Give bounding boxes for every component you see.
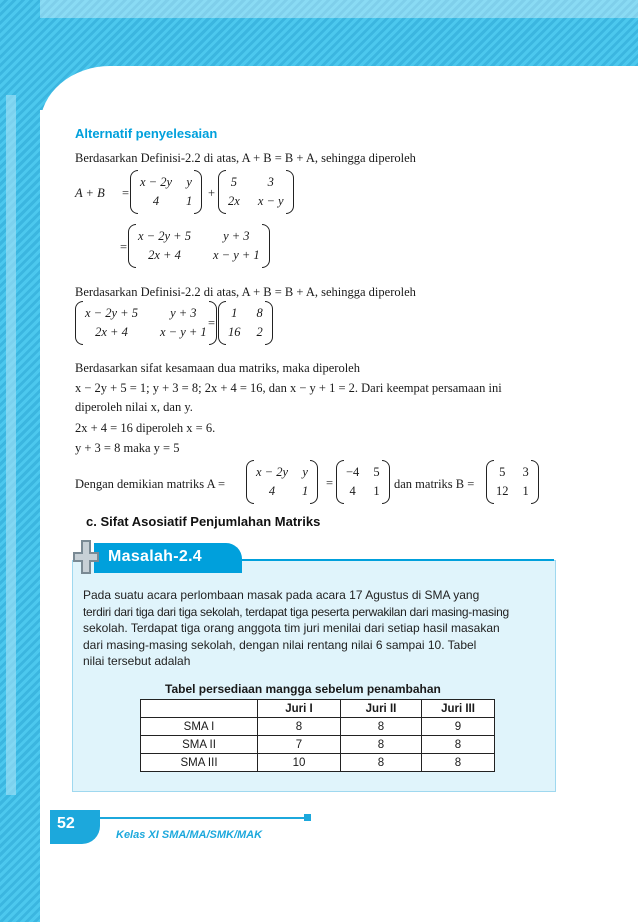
text-line: Berdasarkan Definisi-2.2 di atas, A + B = B + A, sehingga diperoleh [75,285,416,299]
table-header-row [141,700,495,718]
table-cell: 8 [341,736,422,754]
footer-rule [100,817,306,819]
matrix-cell: 2x [228,194,240,208]
matrix [128,224,270,268]
problem-line: Pada suatu acara perlombaan masak pada acara 17 Agustus di SMA yang [83,588,480,602]
matrix-cell: x − y [257,194,284,208]
table-header: Juri II [341,700,422,718]
text-line: Dengan demikian matriks A = [75,477,226,491]
eq-sign: = [326,476,334,490]
text-line: x − 2y + 5 = 1; y + 3 = 8; 2x + 4 = 16, dan x − y + 1 = 2. Dari keempat persamaan ini [75,381,502,395]
text-line: y + 3 = 8 maka y = 5 [75,441,180,455]
matrix-cell: −4 [346,465,360,479]
text-line: 2x + 4 = 16 diperoleh x = 6. [75,421,216,435]
eq-lhs: A + B [75,186,105,200]
table-cell: 8 [422,736,495,754]
problem-line: nilai tersebut adalah [83,654,191,668]
matrix-a [246,460,318,504]
matrix-cell: x − 2y + 5 [138,229,191,243]
matrix-cell: 4 [268,484,276,498]
matrix-cell: 8 [256,306,263,320]
table-cell: 8 [341,754,422,772]
matrix-cell: x − y + 1 [212,248,260,262]
table-cell: 7 [258,736,341,754]
footer-square [304,814,311,821]
table-header [141,700,258,718]
page-number: 52 [57,815,75,832]
table-cell: 9 [422,718,495,736]
table-row [141,754,495,772]
table-cell: SMA II [141,736,258,754]
matrix-cell: 4 [152,194,160,208]
table-cell: 8 [258,718,341,736]
book-title: Kelas XI SMA/MA/SMK/MAK [116,829,263,841]
matrix-cell: x − 2y + 5 [85,306,138,320]
plus-sign: + [208,186,216,200]
matrix-cell: 5 [373,465,380,479]
matrix-cell: 4 [349,484,356,498]
problem-line: dari masing-masing sekolah, dengan nilai rentang nilai 6 sampai 10. Tabel [83,637,477,652]
matrix-a-values [336,460,390,504]
text-line: Berdasarkan sifat kesamaan dua matriks, maka diperoleh [75,361,360,375]
matrix-cell: y [186,175,192,189]
matrix [218,170,294,214]
table-header: Juri III [422,700,495,718]
solution-heading: Alternatif penyelesaian [75,126,218,141]
matrix-cell: 3 [522,465,529,479]
table-cell: SMA I [141,718,258,736]
matrix-cell: 1 [231,306,238,320]
matrix-cell: x − 2y [256,465,289,479]
matrix-cell: 2x + 4 [95,325,128,339]
matrix-cell: 3 [267,175,274,189]
table-header: Juri I [258,700,341,718]
eq-sign: = [122,186,130,200]
matrix-cell: 5 [499,465,506,479]
matrix-cell: 1 [302,484,309,498]
matrix-cell: 1 [522,484,529,498]
matrix-cell: y + 3 [170,306,197,320]
matrix-cell: 2 [256,325,263,339]
matrix-cell: 16 [228,325,241,339]
matrix-cell: 1 [373,484,380,498]
section-heading: c. Sifat Asosiatif Penjumlahan Matriks [86,514,321,529]
table-cell: 10 [258,754,341,772]
problem-title: Masalah-2.4 [108,548,203,565]
matrix-b [486,460,539,504]
matrix-cell: x − y + 1 [159,325,207,339]
matrix [218,301,273,345]
matrix [75,301,217,345]
matrix-cell: x − 2y [140,175,173,189]
problem-line: terdiri dari tiga dari tiga sekolah, terdapat tiga peserta perwakilan dari masing-masing [83,604,509,619]
table-row [141,718,495,736]
text-line: diperoleh nilai x, dan y. [75,400,193,414]
eq-sign: = [208,316,216,330]
matrix-cell: 2x + 4 [148,248,181,262]
problem-line: sekolah. Terdapat tiga orang anggota tim juri menilai dari setiap hasil masakan [83,621,500,635]
side-decoration [0,0,40,922]
matrix [130,170,202,214]
table-cell: 8 [341,718,422,736]
matrix-cell: y [302,465,308,479]
text-line: Berdasarkan Definisi-2.2 di atas, A + B = B + A, sehingga diperoleh [75,151,416,165]
score-table [140,699,495,772]
problem-icon [73,540,99,574]
table-cell: SMA III [141,754,258,772]
text-line: dan matriks B = [394,477,475,491]
matrix-cell: 5 [230,175,238,189]
matrix-cell: 12 [496,484,509,498]
table-cell: 8 [422,754,495,772]
problem-text [83,587,543,670]
table-row [141,736,495,754]
matrix-cell: 1 [186,194,193,208]
eq-sign: = [120,240,128,254]
table-caption: Tabel persediaan mangga sebelum penambahan [165,682,441,696]
matrix-cell: y + 3 [223,229,250,243]
title-rule [242,559,554,561]
